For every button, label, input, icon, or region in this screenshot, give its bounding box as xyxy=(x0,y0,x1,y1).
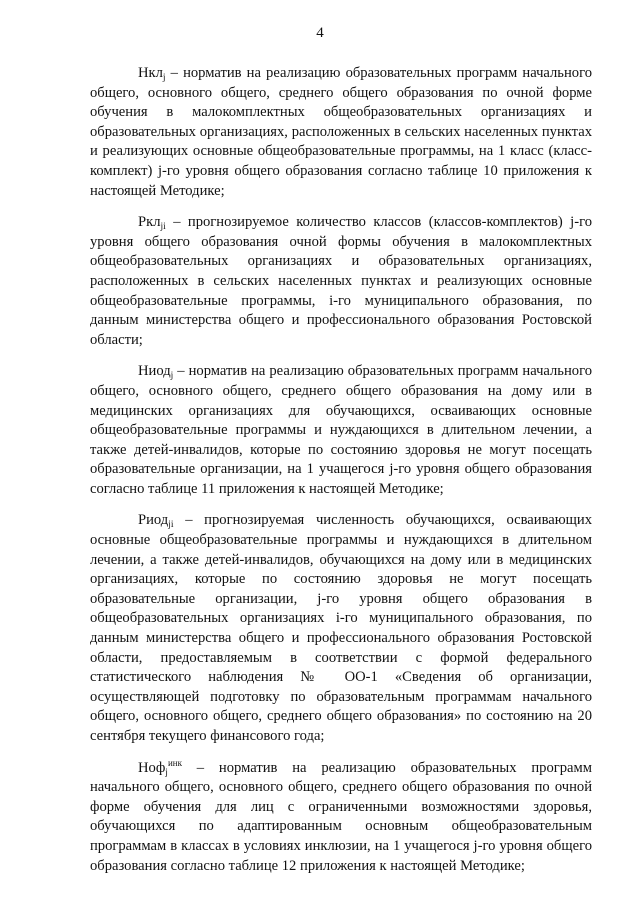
paragraph-text: – норматив на реализацию образовательных программ начального общего, основного общего, среднего общего образования на дому или в медицинских организациях для обучающихся, осваивающих основные общеобразовательные программы и нуждающихся в длительном лечении, а также детей-инвалидов, которые по состоянию здоровья не могут посещать образовательные организации, на 1 учащегося j-го уровня общего образования согласно таблице 11 приложения к настоящей Методике; xyxy=(90,363,592,497)
paragraph-text: – норматив на реализацию образовательных программ начального общего, основного общего, среднего общего образования по очной форме обучения для лиц с ограниченными возможностями здоровья, обучающихся по адаптированным основным общеобразовательным программам в классах в условиях инклюзии, на 1 учащегося j-го уровня общего образования согласно таблице 12 приложения к настоящей Методике; xyxy=(90,759,592,874)
symbol-text: Ркл xyxy=(138,214,161,231)
paragraph-nof-ink xyxy=(90,759,592,877)
symbol-subscript: j xyxy=(162,73,166,83)
symbol-text: Нкл xyxy=(138,65,163,81)
symbol-subscript: j xyxy=(170,371,174,382)
page-number: 4 xyxy=(316,25,324,41)
symbol-text: Риод xyxy=(138,512,169,529)
paragraph-niod xyxy=(90,362,592,499)
paragraph-text: – прогнозируемая численность обучающихся, осваивающих основные общеобразовательные программы и нуждающихся в длительном лечении, а также детей-инвалидов, обучающихся на дому или в медицинских организациях, которые по состоянию здоровья не могут посещать образовательные организации, j-го уровня общего образования в общеобразовательных организациях i-го муниципального образования, по данным министерства общего и профессионального образования Ростовской области, предоставляемым в соответствии с формой федерального статистического наблюдения № ОО-1 «Сведения об организации, осуществляющей подготовку по образовательным программам начального общего, основного общего, среднего общего образования» по состоянию на 20 сентября текущего финансового года; xyxy=(90,512,592,744)
paragraph-riod xyxy=(90,511,592,746)
paragraph-nkl xyxy=(90,64,592,201)
variable-symbol xyxy=(138,757,182,778)
symbol-subscript: j xyxy=(165,767,168,778)
document-body xyxy=(90,64,592,888)
variable-symbol xyxy=(138,363,174,382)
symbol-superscript: инк xyxy=(167,757,182,768)
paragraph-rkl xyxy=(90,213,592,350)
paragraph-text: – прогнозируемое количество классов (классов-комплектов) j-го уровня общего образования очной формы обучения в малокомплектных общеобразовательных организациях и образовательных организациях, расположенных в сельских населенных пунктах и реализующих основные общеобразовательные программы, i-го муниципального образования, по данным министерства общего и профессионального образования Ростовской области; xyxy=(90,214,592,348)
symbol-text: Ноф xyxy=(138,759,166,776)
variable-symbol xyxy=(138,214,166,233)
symbol-subscript: ji xyxy=(160,222,166,233)
paragraph-text: – норматив на реализацию образовательных программ начального общего, основного общего, среднего общего образования по очной форме обучения в малокомплектных общеобразовательных организациях и образовательных организациях, расположенных в сельских населенных пунктах и реализующих основные общеобразовательные программы, на 1 класс (класс-комплект) j-го уровня общего образования согласно таблице 10 приложения к настоящей Методике; xyxy=(90,65,592,199)
variable-symbol xyxy=(138,512,174,531)
symbol-text: Ниод xyxy=(138,363,171,380)
symbol-subscript: ji xyxy=(168,520,174,531)
variable-symbol xyxy=(138,65,166,81)
